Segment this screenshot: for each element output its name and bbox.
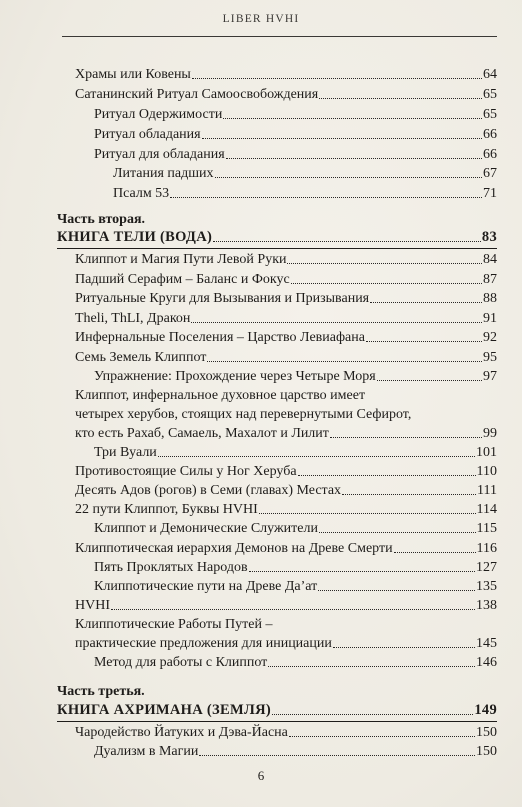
toc-entry [94,106,497,123]
toc-entry [75,501,497,518]
toc-entry [75,271,497,288]
leader-dots [192,78,482,79]
leader-dots [342,494,476,495]
toc-entry-page: 150 [476,725,497,740]
toc-entry-title: Дуализм в Магии [94,744,199,759]
toc-entry [94,146,497,163]
toc-entry-page: 95 [483,350,497,365]
toc-entry [94,444,497,461]
toc-entry [75,329,497,346]
toc-entry-title: Пять Проклятых Народов [94,560,248,575]
toc-entry-title: Клиппот и Демонические Служители [94,521,318,536]
toc-entry [75,635,497,652]
toc-entry [75,66,497,83]
toc-entry [94,520,497,537]
leader-dots [268,666,475,667]
toc-entry-title: Храмы или Ковены [75,67,191,82]
leader-dots [223,118,482,119]
toc-entry-title: кто есть Рахаб, Самаель, Махалот и Лилит [75,426,329,441]
toc-entry-page: 84 [483,252,497,267]
part-title-rule [57,721,497,722]
toc-entry [94,126,497,143]
toc-entry-page: 138 [476,598,497,613]
leader-dots [366,341,482,342]
toc-entry-page: 135 [476,579,497,594]
leader-dots [213,241,481,242]
toc-entry-page: 127 [476,560,497,575]
toc-entry-page: 87 [483,272,497,287]
leader-dots [319,98,482,99]
toc-entry [113,165,497,182]
toc-entry [75,251,497,268]
toc-entry-title: Чародейство Йатуких и Дэва-Йасна [75,725,288,740]
toc-entry [75,540,497,557]
toc-entry-page: 114 [476,502,497,517]
part-title-text: КНИГА АХРИМАНА (ЗЕМЛЯ) [57,702,271,718]
toc-entry-title: Семь Земель Клиппот [75,350,207,365]
leader-dots [249,571,475,572]
leader-dots [298,475,476,476]
toc-entry-title: Клиппотические пути на Древе Да’ат [94,579,318,594]
toc-entry-title: Клиппот и Магия Пути Левой Руки [75,252,287,267]
leader-dots [259,513,476,514]
toc-entry-title: 22 пути Клиппот, Буквы HVHI [75,502,258,517]
toc-entry-title: Псалм 53 [113,186,170,201]
toc-entry-page: 92 [483,330,497,345]
toc-entry-page: 65 [483,107,497,122]
toc-entry-page: 97 [483,369,497,384]
toc-entry [75,463,497,480]
part-title [57,702,497,719]
toc-entry-page: 146 [476,655,497,670]
toc-entry [94,578,497,595]
leader-dots [291,283,482,284]
toc-entry [75,290,497,307]
leader-dots [215,177,482,178]
toc-entry-title: Ритуал Одержимости [94,107,223,122]
toc-entry [75,310,497,327]
toc-entry-title: Литания падших [113,166,214,181]
part-label: Часть третья. [57,684,145,699]
toc-entry-title: Три Вуали [94,445,157,460]
toc-entry [94,368,497,385]
leader-dots [170,197,482,198]
leader-dots [207,361,482,362]
leader-dots [318,590,475,591]
toc-entry-page: 150 [476,744,497,759]
leader-dots [330,437,482,438]
toc-entry-title: HVHI [75,598,110,613]
toc-entry-title: Сатанинский Ритуал Самоосвобождения [75,87,319,102]
toc-entry-title: Падший Серафим – Баланс и Фокус [75,272,290,287]
toc-entry [75,349,497,366]
toc-entry-title: Клиппотическая иерархия Демонов на Древе Смерти [75,541,393,556]
page-number: 6 [257,768,265,783]
part-label: Часть вторая. [57,212,146,227]
leader-dots [111,609,475,610]
toc-entry-page: 88 [483,291,497,306]
toc-entry [113,185,497,202]
toc-entry-title: Theli, ThLI, Дракон [75,311,191,326]
leader-dots [272,714,473,715]
toc-entry [75,86,497,103]
toc-entry [94,743,497,760]
part-title-rule [57,248,497,249]
leader-dots [333,647,475,648]
toc-entry-line: Клиппотические Работы Путей – [75,617,273,632]
leader-dots [226,158,482,159]
toc-entry-title: Ритуал для обладания [94,147,225,162]
toc-entry-page: 67 [483,166,497,181]
toc-entry [94,559,497,576]
part-title [57,229,497,246]
toc-entry-page: 101 [476,445,497,460]
toc-entry-line: четырех херубов, стоящих над перевернутыми Сефирот, [75,407,412,422]
toc-entry-title: Упражнение: Прохождение через Четыре Моря [94,369,376,384]
running-title: LIBER HVHI [222,13,300,25]
toc-entry-page: 145 [476,636,497,651]
leader-dots [202,138,482,139]
leader-dots [287,263,482,264]
toc-entry-title: Ритуальные Круги для Вызывания и Призывания [75,291,370,306]
toc-entry-page: 64 [483,67,497,82]
toc-entry-title: практические предложения для инициации [75,636,332,651]
leader-dots [158,456,475,457]
toc-entry-page: 66 [483,147,497,162]
toc-entry [94,654,497,671]
toc-entry-page: 110 [476,464,497,479]
part-title-page: 83 [481,229,497,245]
toc-entry-page: 111 [477,483,497,498]
toc-entry-page: 65 [483,87,497,102]
leader-dots [289,736,475,737]
leader-dots [191,322,482,323]
leader-dots [370,302,482,303]
toc-entry-title: Противостоящие Силы у Ног Херуба [75,464,297,479]
toc-entry-title: Инфернальные Поселения – Царство Левиафана [75,330,365,345]
toc-entry [75,597,497,614]
part-title-page: 149 [474,702,497,718]
leader-dots [377,380,482,381]
toc-entry-page: 116 [476,541,497,556]
leader-dots [199,755,475,756]
toc-entry-page: 99 [483,426,497,441]
toc-entry-title: Десять Адов (рогов) в Семи (главах) Местах [75,483,342,498]
toc-entry-title: Ритуал обладания [94,127,201,142]
toc-entry-page: 66 [483,127,497,142]
leader-dots [319,532,476,533]
part-title-text: КНИГА ТЕЛИ (ВОДА) [57,229,213,245]
toc-entry-title: Метод для работы с Клиппот [94,655,268,670]
toc-entry-line: Клиппот, инфернальное духовное царство имеет [75,388,366,403]
toc-entry [75,482,497,499]
toc-entry-page: 71 [483,186,497,201]
toc-entry-page: 91 [483,311,497,326]
toc-entry-page: 115 [476,521,497,536]
leader-dots [394,552,476,553]
toc-entry [75,425,497,442]
toc-entry [75,724,497,741]
